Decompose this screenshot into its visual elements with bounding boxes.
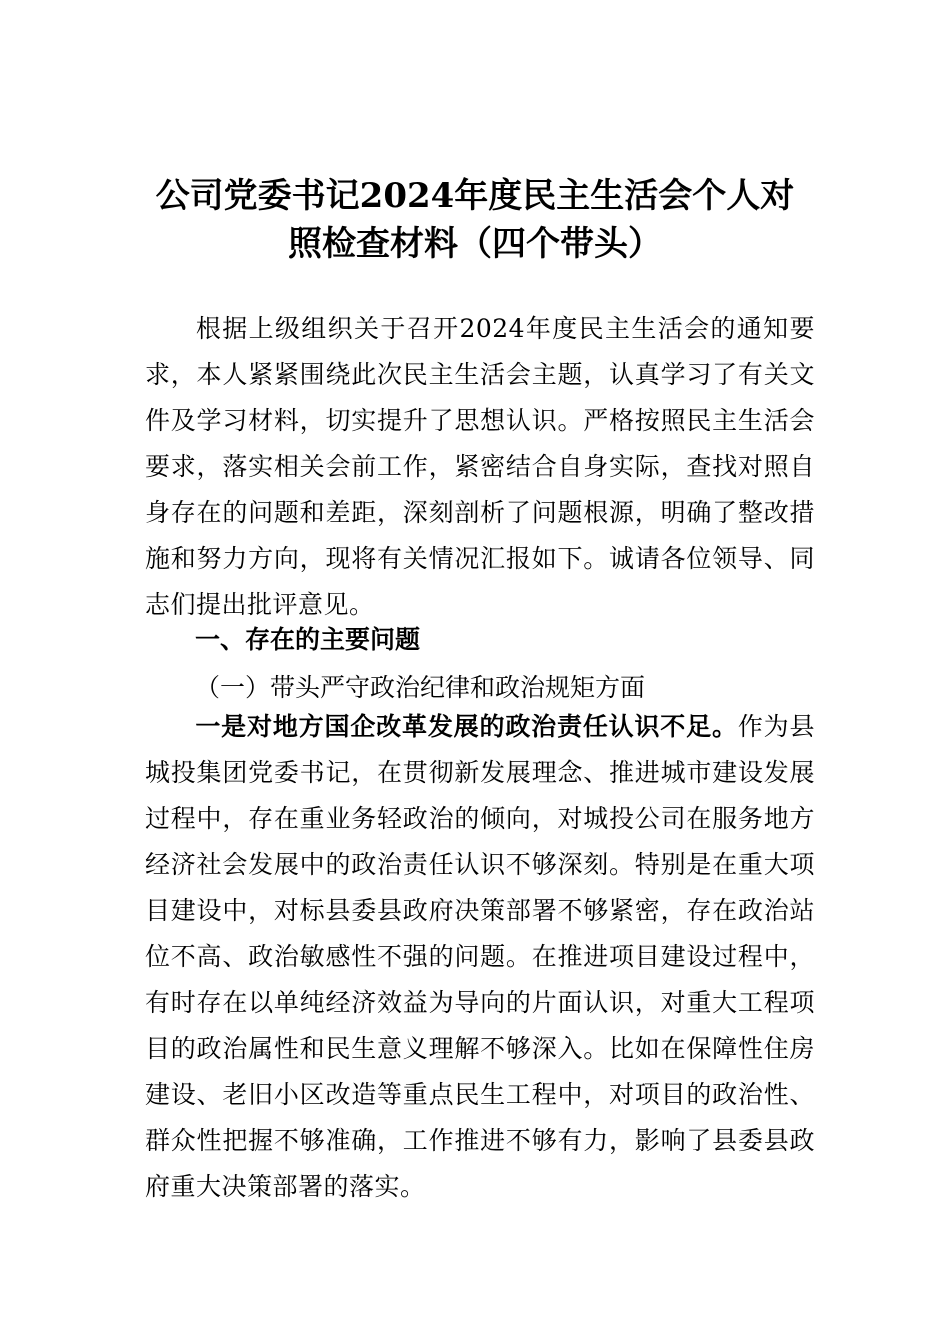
point-one-body: 作为县城投集团党委书记，在贯彻新发展理念、推进城市建设发展过程中，存在重业务轻政治的倾向，对城投公司在服务地方经济社会发展中的政治责任认识不够深刻。特别是在重大项目建设中，对标县委县政府决策部署不够紧密，存在政治站位不高、政治敏感性不强的问题。在推进项目建设过程中，有时存在以单纯经济效益为导向的片面认识，对重大工程项目的政治属性和民生意义理解不够深入。比如在保障性住房建设、老旧小区改造等重点民生工程中，对项目的政治性、群众性把握不够准确，工作推进不够有力，影响了县委县政府重大决策部署的落实。 bbox=[145, 712, 815, 1201]
document-title-line-1: 公司党委书记2024年度民主生活会个人对 bbox=[155, 176, 795, 216]
document-title-line-2: 照检查材料（四个带头） bbox=[288, 224, 662, 264]
point-one-paragraph bbox=[145, 704, 815, 1201]
subsection-heading: （一）带头严守政治纪律和政治规矩方面 bbox=[195, 673, 646, 702]
intro-paragraph-text: 根据上级组织关于召开2024年度民主生活会的通知要求，本人紧紧围绕此次民主生活会主题，认真学习了有关文件及学习材料，切实提升了思想认识。严格按照民主生活会要求，落实相关会前工作，紧密结合自身实际，查找对照自身存在的问题和差距，深刻剖析了问题根源，明确了整改措施和努力方向，现将有关情况汇报如下。诚请各位领导、同志们提出批评意见。 bbox=[145, 314, 815, 619]
point-one-lead: 一是对地方国企改革发展的政治责任认识不足。 bbox=[195, 712, 738, 741]
section-heading: 一、存在的主要问题 bbox=[195, 625, 421, 654]
intro-paragraph bbox=[145, 306, 815, 628]
